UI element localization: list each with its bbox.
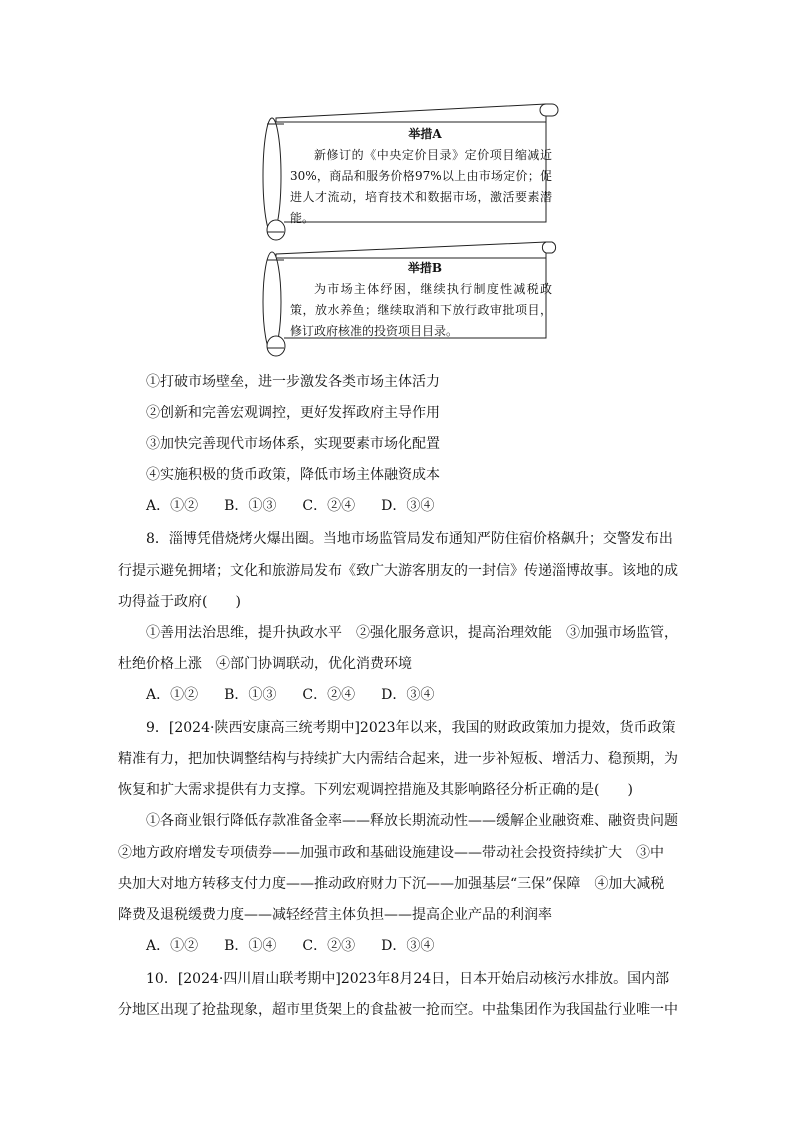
measure-a-body: 新修订的《中央定价目录》定价项目缩减近30%，商品和服务价格97%以上由市场定价；促进人才流动，培育技术和数据市场，激活要素潜能。 [290,148,552,225]
measure-a-title: 举措A [408,127,442,141]
q9-item: 降费及退税缓费力度——减轻经营主体负担——提高企业产品的利润率 [118,907,552,923]
q8-stem: 功得益于政府( ) [118,594,241,610]
option-d[interactable]: D．③④ [381,687,435,703]
q10-stem: 分地区出现了抢盐现象，超市里货架上的食盐被一抢而空。中盐集团作为我国盐行业唯一中 [118,1002,678,1018]
option-c[interactable]: C．②④ [302,498,356,514]
option-c[interactable]: C．②③ [302,938,356,954]
measure-b-title: 举措B [407,261,443,275]
q9-item: ①各商业银行降低存款准备金率——释放长期流动性——缓解企业融资难、融资贵问题 [146,813,678,829]
q9-item: ②地方政府增发专项债券——加强市政和基础设施建设——带动社会投资持续扩大 ③中 [118,845,664,861]
q9-item: 央加大对地方转移支付力度——推动政府财力下沉——加强基层“三保”保障 ④加大减税 [118,876,665,892]
option-c[interactable]: C．②④ [302,687,356,703]
measure-b-scroll [262,238,560,360]
q9-stem: 9．[2024·陕西安康高三统考期中]2023年以来，我国的财政政策加力提效，货币政策 [146,720,676,736]
q8-stem: 8．淄博凭借烧烤火爆出圈。当地市场监管局发布通知严防住宿价格飙升；交警发布出 [146,531,673,547]
q8-options [146,683,706,707]
q10-stem: 10．[2024·四川眉山联考期中]2023年8月24日，日本开始启动核污水排放。国内部 [146,971,670,987]
option-a[interactable]: A．①② [146,687,199,703]
q9-stem: 精准有力，把加快调整结构与持续扩大内需结合起来，进一步补短板、增活力、稳预期，为 [118,751,678,767]
q8-stem: 行提示避免拥堵；文化和旅游局发布《致广大游客朋友的一封信》传递淄博故事。该地的成 [118,563,678,579]
option-d[interactable]: D．③④ [381,938,435,954]
measure-a-scroll [262,100,560,242]
option-d[interactable]: D．③④ [381,498,435,514]
q7-item: ④实施积极的货币政策，降低市场主体融资成本 [146,467,440,483]
option-b[interactable]: B．①④ [224,938,277,954]
q9-stem: 恢复和扩大需求提供有力支撑。下列宏观调控措施及其影响路径分析正确的是( ) [118,782,633,798]
option-a[interactable]: A．①② [146,938,199,954]
option-b[interactable]: B．①③ [224,687,277,703]
option-a[interactable]: A．①② [146,498,199,514]
q7-item: ①打破市场壁垒，进一步激发各类市场主体活力 [146,374,440,390]
q7-options [146,494,706,518]
q8-item: 杜绝价格上涨 ④部门协调联动，优化消费环境 [118,656,412,672]
q9-options [146,934,706,958]
q8-item: ①善用法治思维，提升执政水平 ②强化服务意识，提高治理效能 ③加强市场监管， [146,625,678,641]
measure-b-body: 为市场主体纾困，继续执行制度性减税政策，放水养鱼；继续取消和下放行政审批项目，修订政府核准的投资项目目录。 [290,282,552,338]
q7-item: ③加快完善现代市场体系，实现要素市场化配置 [146,436,440,452]
option-b[interactable]: B．①③ [224,498,277,514]
q7-item: ②创新和完善宏观调控，更好发挥政府主导作用 [146,405,440,421]
